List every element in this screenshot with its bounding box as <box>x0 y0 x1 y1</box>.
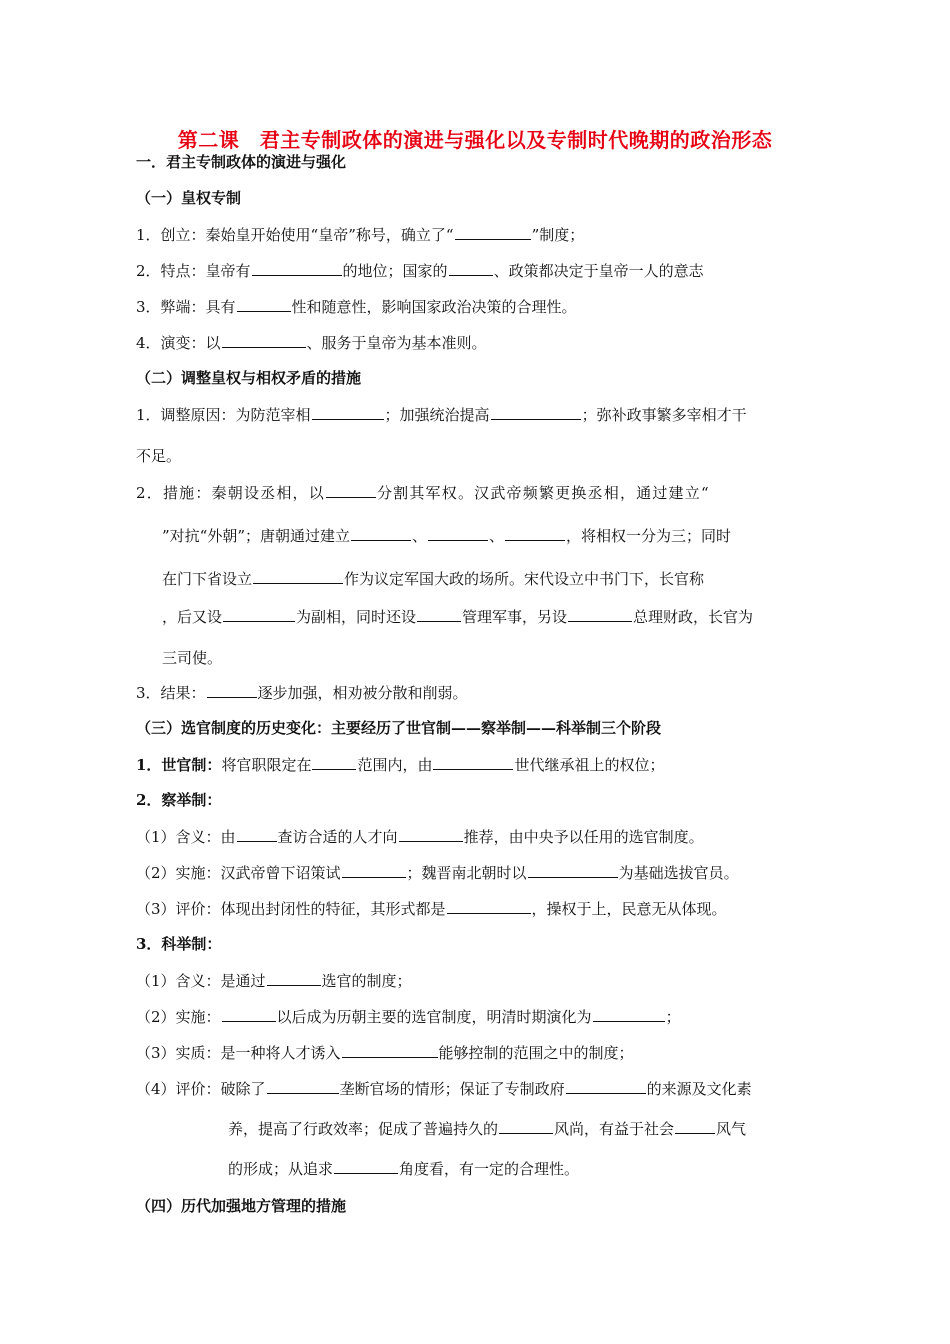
subsection-heading-1: （一）皇权专制 <box>136 189 242 207</box>
fill-blank[interactable] <box>252 260 342 276</box>
list-item-continuation: ”对抗“外朝”；唐朝通过建立 、 、 ，将相权一分为三；同时 <box>162 527 732 545</box>
fill-blank[interactable] <box>267 970 321 986</box>
list-item: 1．创立：秦始皇开始使用“皇帝”称号，确立了“ ”制度； <box>136 226 585 244</box>
fill-blank[interactable] <box>568 606 632 622</box>
fill-blank[interactable] <box>399 826 463 842</box>
fill-blank[interactable] <box>428 525 488 541</box>
fill-blank[interactable] <box>342 1042 438 1058</box>
fill-blank[interactable] <box>593 1006 665 1022</box>
fill-blank[interactable] <box>342 862 406 878</box>
page-title: 第二课 君主专制政体的演进与强化以及专制时代晚期的政治形态 <box>177 128 773 152</box>
list-item-continuation: ，后又设 为副相，同时还设 管理军事，另设 总理财政，长官为 <box>162 608 754 626</box>
fill-blank[interactable] <box>528 862 618 878</box>
fill-blank[interactable] <box>675 1118 715 1134</box>
fill-blank[interactable] <box>499 1118 553 1134</box>
list-item: （2）实施：汉武帝曾下诏策试 ；魏晋南北朝时以 为基础选拔官员。 <box>136 864 739 882</box>
fill-blank[interactable] <box>447 898 531 914</box>
list-item: （2）实施： 以后成为历朝主要的选官制度，明清时期演化为 ； <box>136 1008 681 1026</box>
list-item: （1）含义：由 查访合适的人才向 推荐，由中央予以任用的选官制度。 <box>136 828 704 846</box>
fill-blank[interactable] <box>417 606 461 622</box>
list-item-heading: 2．察举制： <box>136 791 222 809</box>
fill-blank[interactable] <box>433 754 513 770</box>
fill-blank[interactable] <box>326 482 376 498</box>
fill-blank[interactable] <box>222 332 306 348</box>
fill-blank[interactable] <box>223 606 295 622</box>
fill-blank[interactable] <box>222 1006 276 1022</box>
list-item: 1．调整原因：为防范宰相 ；加强统治提高 ；弥补政事繁多宰相才干 <box>136 406 747 424</box>
subsection-heading-3: （三）选官制度的历史变化：主要经历了世官制——察举制——科举制三个阶段 <box>136 719 662 737</box>
fill-blank[interactable] <box>334 1158 398 1174</box>
fill-blank[interactable] <box>237 826 277 842</box>
subsection-heading-4: （四）历代加强地方管理的措施 <box>136 1197 347 1215</box>
list-item-continuation: 在门下省设立 作为议定军国大政的场所。宋代设立中书门下，长官称 <box>162 570 705 588</box>
list-item: （1）含义：是通过 选官的制度； <box>136 972 412 990</box>
list-item-continuation: 不足。 <box>136 447 182 465</box>
list-item: 4．演变：以 、服务于皇帝为基本准则。 <box>136 334 487 352</box>
fill-blank[interactable] <box>312 404 384 420</box>
fill-blank[interactable] <box>455 224 531 240</box>
fill-blank[interactable] <box>253 568 343 584</box>
list-item: 3．结果： 逐步加强，相劝被分散和削弱。 <box>136 684 468 702</box>
list-item-continuation: 养，提高了行政效率；促成了普遍持久的 风尚，有益于社会 风气 <box>228 1120 747 1138</box>
list-item: （3）评价：体现出封闭性的特征，其形式都是 ，操权于上，民意无从体现。 <box>136 900 727 918</box>
list-item: （3）实质：是一种将人才诱入 能够控制的范围之中的制度； <box>136 1044 634 1062</box>
list-item-continuation: 的形成；从追求 角度看，有一定的合理性。 <box>228 1160 580 1178</box>
list-item: 2．特点：皇帝有 的地位；国家的 、政策都决定于皇帝一人的意志 <box>136 262 704 280</box>
fill-blank[interactable] <box>491 404 581 420</box>
section-heading-1: 一．君主专制政体的演进与强化 <box>136 153 347 171</box>
fill-blank[interactable] <box>351 525 411 541</box>
fill-blank[interactable] <box>449 260 493 276</box>
subsection-heading-2: （二）调整皇权与相权矛盾的措施 <box>136 369 362 387</box>
list-item-continuation: 三司使。 <box>162 649 223 667</box>
list-item: 3．弊端：具有 性和随意性，影响国家政治决策的合理性。 <box>136 298 577 316</box>
fill-blank[interactable] <box>267 1078 339 1094</box>
fill-blank[interactable] <box>312 754 356 770</box>
fill-blank[interactable] <box>237 296 291 312</box>
list-item: （4）评价：破除了 垄断官场的情形；保证了专制政府 的来源及文化素 <box>136 1080 752 1098</box>
fill-blank[interactable] <box>566 1078 646 1094</box>
fill-blank[interactable] <box>505 525 565 541</box>
fill-blank[interactable] <box>207 682 257 698</box>
list-item: 1．世官制：将官职限定在 范围内，由 世代继承祖上的权位； <box>136 756 665 774</box>
list-item: 2．措施：秦朝设丞相，以 分割其军权。汉武帝频繁更换丞相，通过建立“ <box>136 484 710 502</box>
list-item-heading: 3．科举制： <box>136 935 222 953</box>
